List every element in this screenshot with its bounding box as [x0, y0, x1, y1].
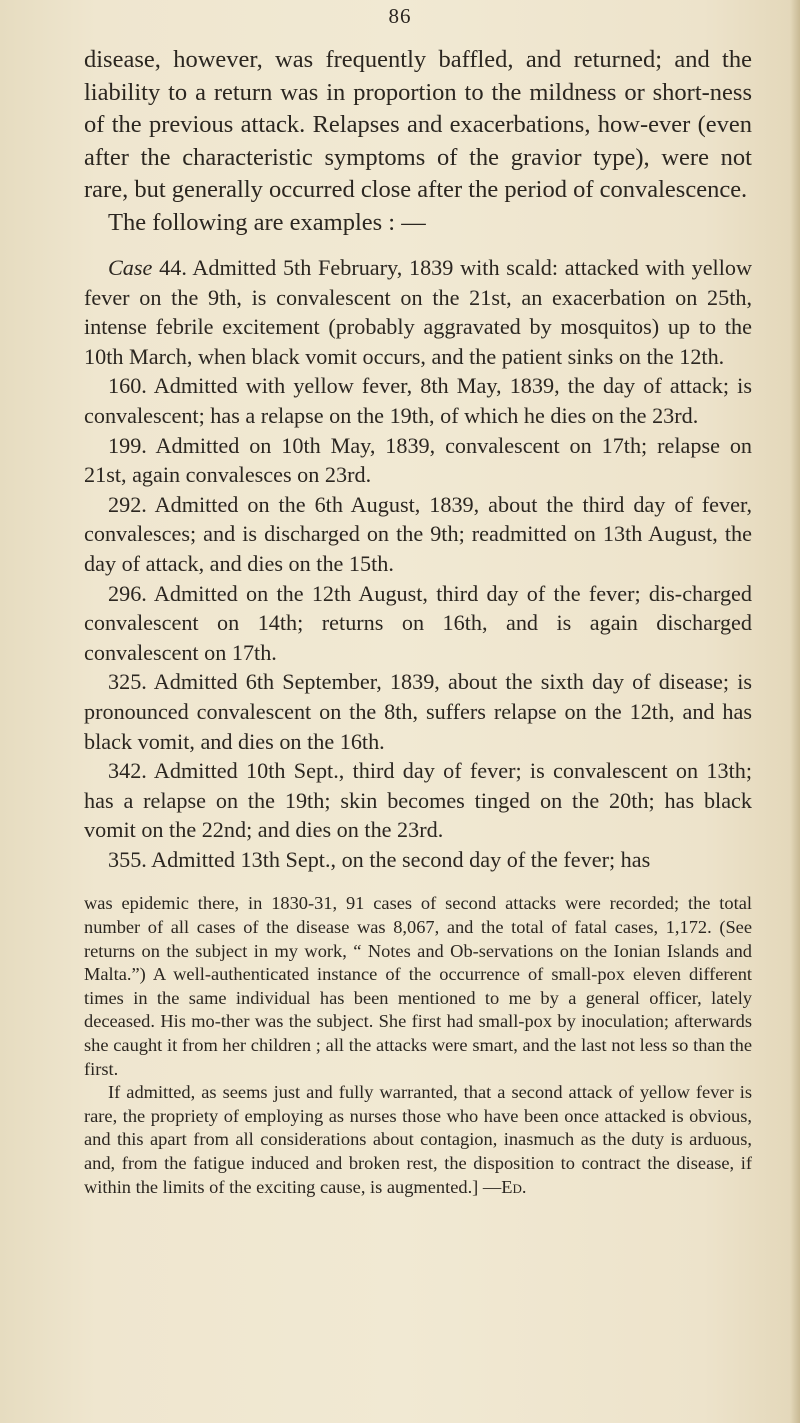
case-number: 44.	[159, 255, 187, 280]
footnote-paragraph: was epidemic there, in 1830-31, 91 cases of second attacks were recorded; the total number of all cases of the disease was 8,067, and the total of fatal cases, 1,172. (See returns on the subject in my work, “ Notes and Ob-servations on the Ionian Islands and Malta.”) A well-authenticated instance of the occurrence of small-pox eleven different times in the same individual has been mentioned to me by a general officer, lately deceased. His mo-ther was the subject. She first had small-pox by inoculation; afterwards she caught it from her children ; all the attacks were smart, and the last not less so than the first.	[84, 893, 752, 1079]
main-text	[84, 44, 752, 1199]
case-number: 160.	[108, 373, 147, 399]
case-entry	[84, 371, 752, 430]
case-text: Admitted 13th Sept., on the second day of the fever; has	[151, 846, 651, 872]
case-entry	[84, 667, 752, 756]
case-number: 296.	[108, 580, 147, 606]
examples-intro: The following are examples : —	[108, 208, 426, 236]
case-entry	[84, 756, 752, 845]
page-edge-shadow	[790, 0, 800, 1423]
case-text: Admitted 10th Sept., third day of fever; is convalescent on 13th; has a relapse on the 19th; skin becomes tinged on the 20th; has black vomit on the 22nd; and dies on the 23rd.	[84, 758, 752, 843]
case-entry	[84, 253, 752, 371]
case-label: Case	[108, 255, 153, 280]
footnote	[84, 892, 752, 1199]
case-entry	[84, 579, 752, 668]
footnote-text: If admitted, as seems just and fully warranted, that a second attack of yellow fever is rare, the propriety of employing as nurses those who have been once attacked is obvious, and this apart from all considerations about contagion, inasmuch as the duty is arduous, and, from the fatigue induced and broken rest, the disposition to contract the disease, if within the limits of the exciting cause, is augmented.] —	[84, 1082, 752, 1197]
editor-signature: Ed.	[501, 1176, 527, 1197]
page-number: 86	[388, 4, 412, 28]
intro-paragraph: disease, however, was frequently baffled, and returned; and the liability to a return was in proportion to the mildness or short-ness of the previous attack. Relapses and exacerbations, how-ever (even after the characteristic symptoms of the gravior type), were not rare, but generally occurred close after the period of convalescence.	[84, 46, 752, 203]
case-text: Admitted with yellow fever, 8th May, 1839, the day of attack; is convalescent; has a relapse on the 19th, of which he dies on the 23rd.	[84, 373, 752, 428]
footnote-paragraph	[84, 1081, 752, 1199]
case-text: Admitted on the 12th August, third day of the fever; dis-charged convalescent on 14th; returns on 16th, and is again discharged convalescent on 17th.	[84, 580, 753, 665]
case-number: 199.	[108, 432, 147, 458]
case-number: 355.	[108, 846, 147, 872]
case-number: 292.	[108, 491, 147, 517]
case-text: Admitted 5th February, 1839 with scald: attacked with yellow fever on the 9th, is convalescent on the 21st, an exacerbation on 25th, intense febrile excitement (probably aggravated by mosquitos) up to the 10th March, when black vomit occurs, and the patient sinks on the 12th.	[84, 255, 753, 369]
case-entry	[84, 431, 752, 490]
case-text: Admitted on 10th May, 1839, convalescent on 17th; relapse on 21st, again convalesces on 23rd.	[84, 432, 753, 488]
case-number: 325.	[108, 669, 147, 695]
case-text: Admitted on the 6th August, 1839, about the third day of fever, convalesces; and is discharged on the 9th; readmitted on 13th August, the day of attack, and dies on the 15th.	[84, 491, 752, 576]
case-number: 342.	[108, 758, 147, 784]
case-text: Admitted 6th September, 1839, about the sixth day of disease; is pronounced convalescent on the 8th, suffers relapse on the 12th, and has black vomit, and dies on the 16th.	[84, 669, 752, 754]
case-list	[84, 253, 752, 874]
case-entry	[84, 490, 752, 579]
case-entry	[84, 845, 752, 875]
